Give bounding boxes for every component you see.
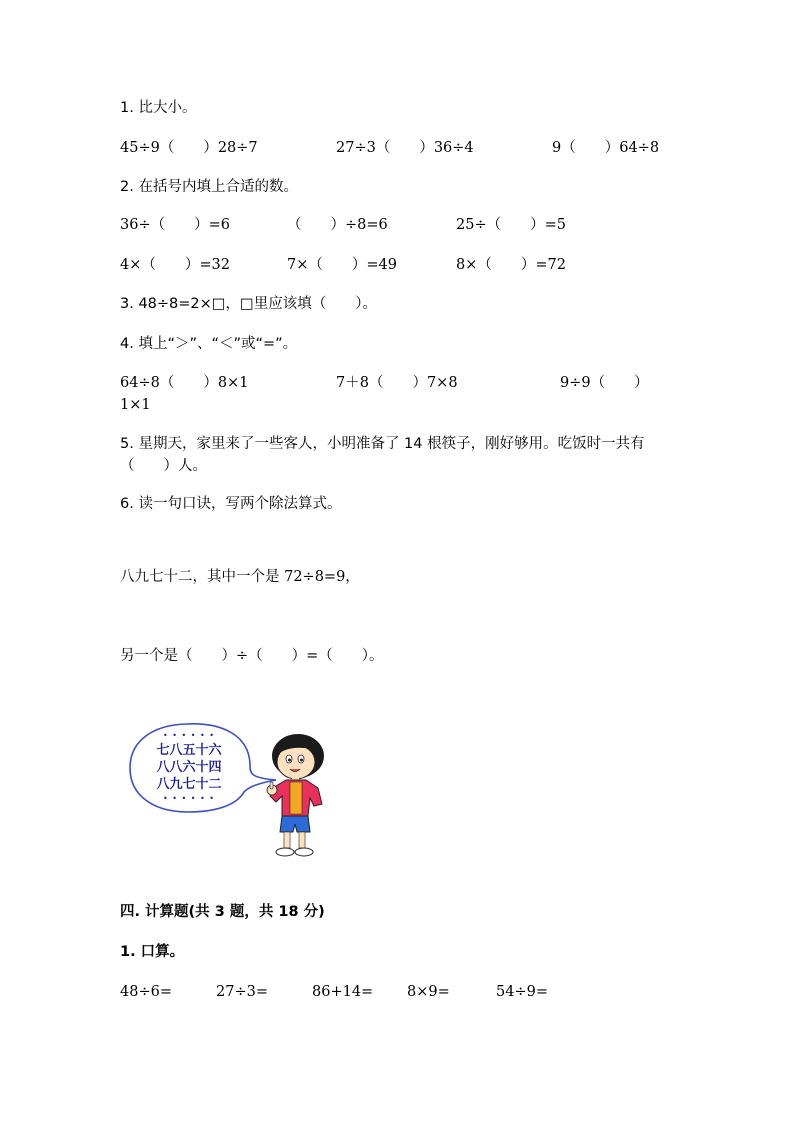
q4-item-2: 7＋8（ ）7×8 xyxy=(336,375,458,391)
bubble-dots-top: • • • • • • xyxy=(162,731,216,740)
speech-bubble xyxy=(128,722,278,818)
calc-item-2: 27÷3= xyxy=(216,984,268,1000)
q6-title: 6. 读一句口诀，写两个除法算式。 xyxy=(120,496,342,512)
bubble-dots-bottom: • • • • • • xyxy=(162,794,216,803)
section4-sub-title: 1. 口算。 xyxy=(120,944,185,960)
bubble-line-2: 八八六十四 xyxy=(156,760,222,775)
calc-item-1: 48÷6= xyxy=(120,984,172,1000)
q2-row2-item-1: 4×（ ）=32 xyxy=(120,257,230,273)
bubble-line-3: 八九七十二 xyxy=(156,777,222,792)
q4-title: 4. 填上“＞”、“＜”或“=”。 xyxy=(120,336,298,352)
q1-item-1: 45÷9（ ）28÷7 xyxy=(120,140,258,156)
q2-row1-item-3: 25÷（ ）=5 xyxy=(456,217,566,233)
q2-row1-item-2: （ ）÷8=6 xyxy=(287,217,388,233)
q6-line-1: 八九七十二，其中一个是 72÷8=9， xyxy=(120,569,360,585)
section4-title: 四. 计算题(共 3 题，共 18 分) xyxy=(120,904,325,920)
q2-title: 2. 在括号内填上合适的数。 xyxy=(120,179,298,195)
q2-row2-item-3: 8×（ ）=72 xyxy=(456,257,566,273)
q6-line-2: 另一个是（ ）÷（ ）=（ ）。 xyxy=(120,648,384,664)
calc-item-5: 54÷9= xyxy=(496,984,548,1000)
q4-item-3: 9÷9（ ） xyxy=(560,375,649,391)
q5-text: 5. 星期天，家里来了一些客人，小明准备了 14 根筷子，刚好够用。吃饭时一共有（ ）人。 xyxy=(120,436,645,474)
q2-row2-item-2: 7×（ ）=49 xyxy=(287,257,397,273)
q2-row1-item-1: 36÷（ ）=6 xyxy=(120,217,230,233)
q1-title: 1. 比大小。 xyxy=(120,100,197,116)
bubble-line-1: 七八五十六 xyxy=(156,743,222,758)
q4-item-1: 64÷8（ ）8×1 xyxy=(120,375,249,391)
q1-item-2: 27÷3（ ）36÷4 xyxy=(336,140,474,156)
cartoon-kid-illustration xyxy=(262,732,332,864)
calc-item-3: 86+14= xyxy=(312,984,374,1000)
calc-item-4: 8×9= xyxy=(407,984,450,1000)
q3-text: 3. 48÷8=2×□，□里应该填（ ）。 xyxy=(120,296,377,312)
q4-item-3-wrap: 1×1 xyxy=(120,397,151,413)
q1-item-3: 9（ ）64÷8 xyxy=(552,140,660,156)
